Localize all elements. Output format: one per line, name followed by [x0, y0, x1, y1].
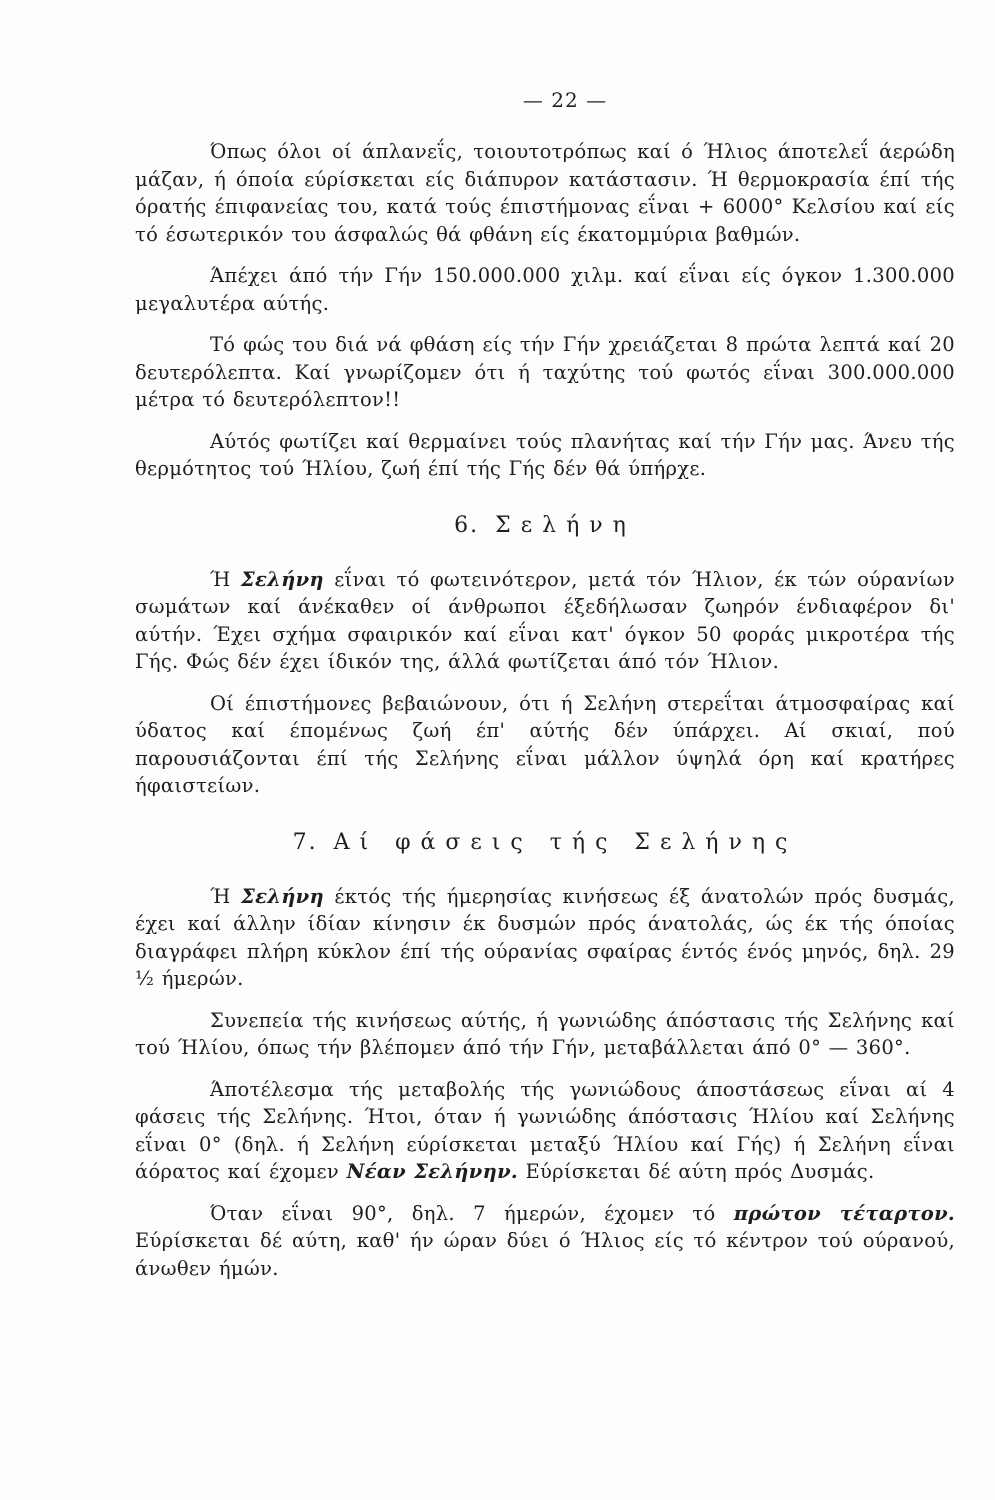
- text-rest: Εύρίσκεται δέ αύτη, καθ' ήν ώραν δύει ό Ήλιος είς τό κέντρον τού ούρανού, άνωθεν ήμών.: [135, 1229, 955, 1280]
- emphasis-new-moon: Νέαν Σελήνην.: [346, 1160, 518, 1183]
- text-lead: Ή: [210, 567, 241, 591]
- paragraph-moon-intro: [135, 566, 955, 676]
- text-rest: έκτός τής ήμερησίας κινήσεως έξ άνατολών πρός δυσμάς, έχει καί άλλην ίδίαν κίνησιν έκ δυσμών πρός άνατολάς, ώς έκ τής όποίας διαγράφει πλήρη κύκλον έπί τής ούρανίας σφαίρας έντός ένός μηνός, δηλ. 29 ½ ήμερών.: [135, 884, 955, 990]
- section-number: 7.: [292, 829, 318, 855]
- section-heading-moon: [135, 513, 955, 538]
- paragraph-sun-mass: Όπως όλοι οί άπλανεΐς, τοιουτοτρόπως καί ό Ήλιος άποτελεΐ άερώδη μάζαν, ή όποία εύρίσκεται είς διάπυρον κατάστασιν. Ή θερμοκρασία έπί τής όρατής έπιφανείας του, κατά τούς έπιστήμονας εΐναι + 6000° Κελσίου καί είς τό έσωτερικόν του άσφαλώς θά φθάνη είς έκατομμύρια βαθμών.: [135, 140, 955, 246]
- paragraph-sun-light: Τό φώς του διά νά φθάση είς τήν Γήν χρειάζεται 8 πρώτα λεπτά καί 20 δευτερόλεπτα. Καί γνωρίζομεν ότι ή ταχύτης τού φωτός εΐναι 300.000.000 μέτρα τό δευτερόλεπτον!!: [135, 333, 955, 411]
- text-lead: Ή: [210, 884, 241, 908]
- paragraph-angular-distance: Συνεπεία τής κινήσεως αύτής, ή γωνιώδης άπόστασις τής Σελήνης καί τού Ήλίου, όπως τήν βλέπομεν άπό τήν Γήν, μεταβάλλεται άπό 0° — 360°.: [135, 1008, 955, 1059]
- paragraph-moon-motion: [135, 883, 955, 993]
- text-rest: Εύρίσκεται δέ αύτη πρός Δυσμάς.: [518, 1160, 875, 1183]
- paragraph-moon-atmosphere: Οί έπιστήμονες βεβαιώνουν, ότι ή Σελήνη στερεΐται άτμοσφαίρας καί ύδατος καί έπομένως ζωή έπ' αύτής δέν ύπάρχει. Αί σκιαί, πού παρουσιάζονται έπί τής Σελήνης εΐναι μάλλον ύψηλά όρη καί κρατήρες ήφαιστείων.: [135, 691, 955, 797]
- emphasis-first-quarter: πρώτον τέταρτον.: [733, 1201, 955, 1225]
- section-title-text: Σελήνη: [495, 512, 636, 538]
- section-number: 6.: [454, 512, 480, 538]
- emphasis-moon: Σελήνη: [240, 884, 324, 908]
- paragraph-first-quarter: [135, 1200, 955, 1283]
- section-heading-moon-phases: [135, 830, 955, 855]
- paragraph-sun-distance: Άπέχει άπό τήν Γήν 150.000.000 χιλμ. καί εΐναι είς όγκον 1.300.000 μεγαλυτέρα αύτής.: [135, 264, 955, 315]
- page-number: — 22 —: [522, 88, 608, 112]
- text-rest: εΐναι τό φωτεινότερον, μετά τόν Ήλιον, έκ τών ούρανίων σωμάτων καί άνέκαθεν οί άνθρωποι έξεδήλωσαν ζωηρόν ένδιαφέρον δι' αύτήν. Έχει σχήμα σφαιρικόν καί εΐναι κατ' όγκον 50 φοράς μικροτέρα τής Γής. Φώς δέν έχει ίδικόν της, άλλά φωτίζεται άπό τόν Ήλιον.: [135, 567, 955, 673]
- emphasis-moon: Σελήνη: [240, 567, 324, 591]
- paragraph-new-moon: [135, 1076, 955, 1186]
- text-lead: Άποτέλεσμα τής μεταβολής τής γωνιώδους άποστάσεως εΐναι αί 4 φάσεις τής Σελήνης. Ήτοι, όταν ή γωνιώδης άπόστασις Ήλίου καί Σελήνης εΐναι 0° (δηλ. ή Σελήνη εύρίσκεται μεταξύ Ήλίου καί Γής) ή Σελήνη εΐναι άόρατος καί έχομεν: [135, 1077, 955, 1183]
- section-title-text: Αί φάσεις τής Σελήνης: [333, 829, 798, 855]
- text-lead: Όταν εΐναι 90°, δηλ. 7 ήμερών, έχομεν τό: [210, 1201, 734, 1225]
- paragraph-sun-warmth: Αύτός φωτίζει καί θερμαίνει τούς πλανήτας καί τήν Γήν μας. Άνευ τής θερμότητος τού Ήλίου, ζωή έπί τής Γής δέν θά ύπήρχε.: [135, 429, 955, 480]
- page-content: [135, 80, 955, 1296]
